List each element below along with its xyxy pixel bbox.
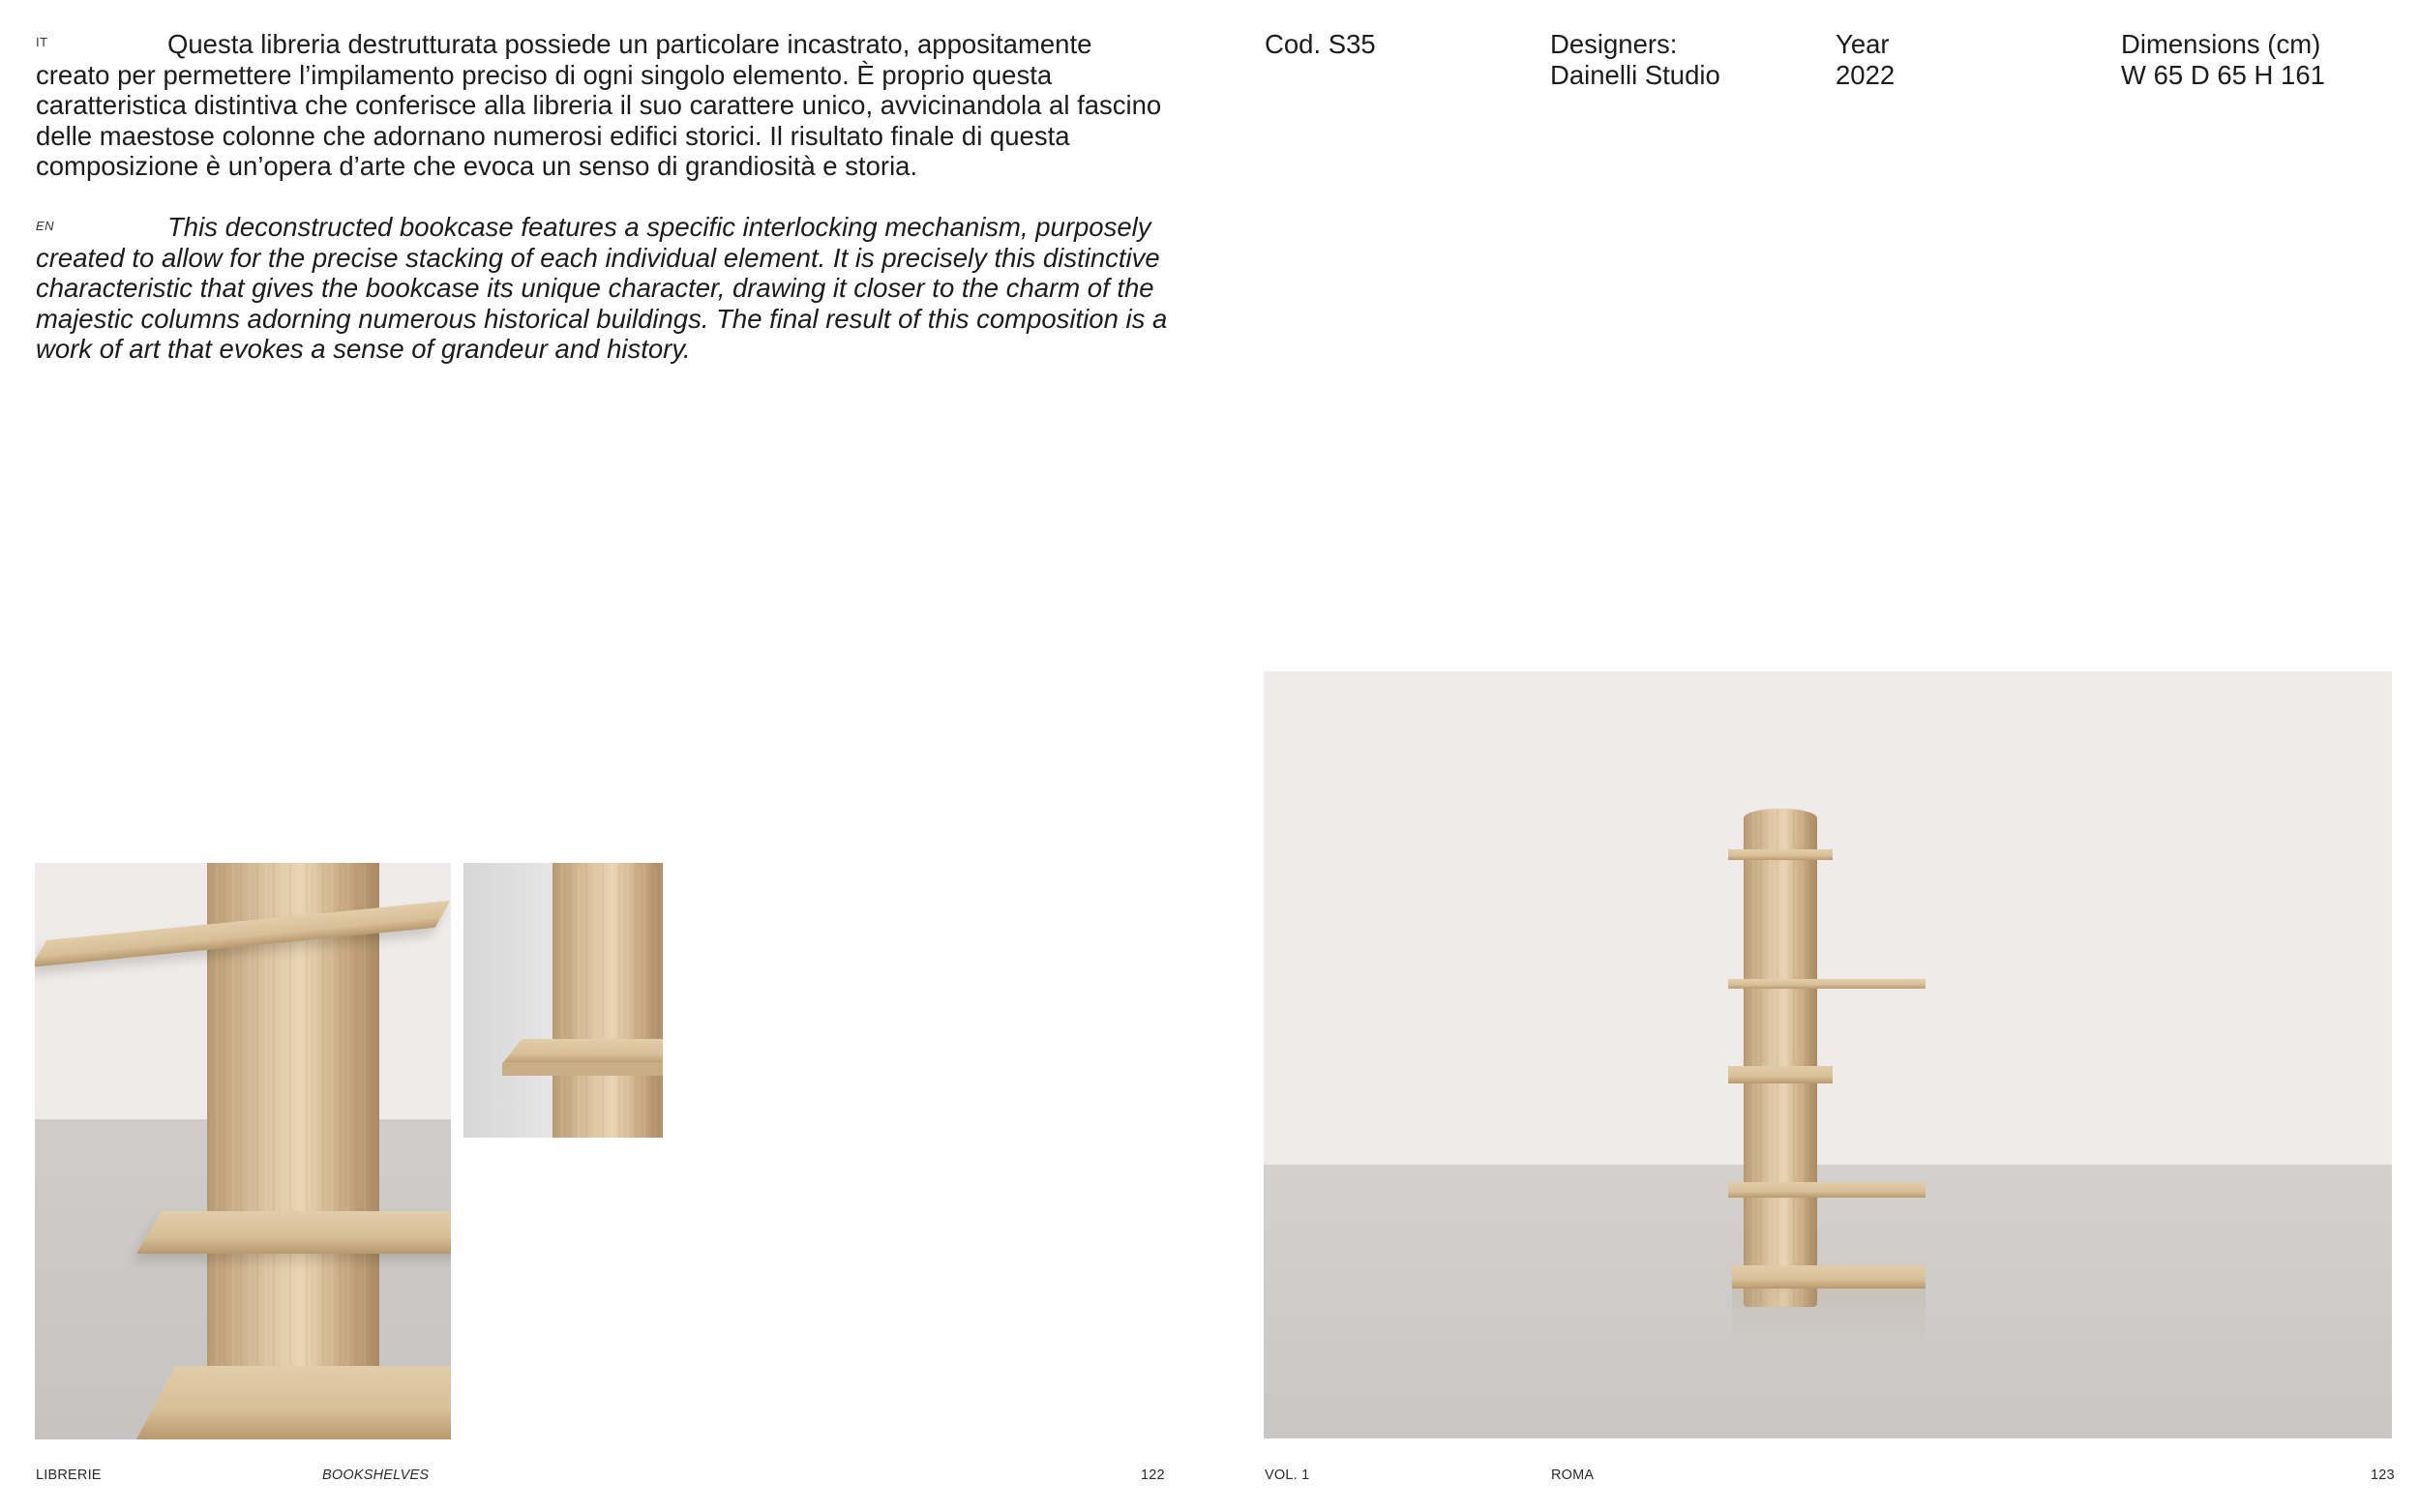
base-slab: [136, 1366, 451, 1439]
product-code-value: Cod. S35: [1265, 29, 1376, 59]
dimensions-value: W 65 D 65 H 161: [2121, 59, 2325, 90]
footer-section-it: LIBRERIE: [36, 1468, 102, 1483]
joint-column: [552, 863, 663, 1138]
footer-left-page-number: 122: [1141, 1468, 1165, 1483]
designers-label: Designers:: [1550, 29, 1678, 59]
year-value: 2022: [1836, 59, 1896, 90]
year-block: [1836, 29, 1895, 90]
dimensions-label: Dimensions (cm): [2121, 29, 2321, 59]
shelf-2: [1728, 979, 1926, 989]
detail-photo-shelves: [35, 863, 451, 1439]
footer-product-name: ROMA: [1551, 1468, 1595, 1483]
designers-block: [1550, 29, 1720, 90]
footer-volume: VOL. 1: [1265, 1468, 1310, 1483]
designers-value: Dainelli Studio: [1550, 59, 1720, 90]
italian-language-tag: IT: [36, 35, 48, 49]
shelf-3: [1728, 1066, 1833, 1083]
shelf-1: [1728, 849, 1833, 860]
joint-slab-edge: [502, 1062, 663, 1076]
shelf-4: [1728, 1182, 1926, 1198]
middle-shelf-slab: [136, 1211, 451, 1254]
base-shelf: [1732, 1265, 1926, 1289]
main-product-photo: [1264, 671, 2392, 1438]
english-language-tag: EN: [36, 219, 55, 233]
product-code: [1265, 29, 1376, 60]
main-travertine-column: [1744, 809, 1817, 1307]
footer-right-page-number: 123: [2371, 1468, 2395, 1483]
italian-description: Questa libreria destrutturata possiede un particolare incastrato, appositamente creato per permettere l’impilamento preciso di ogni singolo elemento. È proprio questa caratteristica distintiva che conferisce alla libreria il suo carattere unico, avvicinandola al fascino delle maestose colonne che adornano numerosi edifici storici. Il risultato finale di questa composizione è un’opera d’arte che evoca un senso di grandiosità e storia.: [36, 29, 1162, 181]
english-description: This deconstructed bookcase features a specific interlocking mechanism, purposely created to allow for the precise stacking of each individual element. It is precisely this distinctive characteristic that gives the bookcase its unique character, drawing it closer to the charm of the majestic columns adorning numerous historical buildings. The final result of this composition is a work of art that evokes a sense of grandeur and history.: [36, 212, 1168, 364]
year-label: Year: [1836, 29, 1890, 59]
dimensions-block: [2121, 29, 2325, 90]
detail-photo-joint: [463, 863, 663, 1138]
footer-section-en: BOOKSHELVES: [322, 1468, 430, 1483]
travertine-column: [207, 863, 379, 1439]
floor-reflection: [1732, 1289, 1926, 1347]
joint-slab-top: [502, 1039, 663, 1064]
